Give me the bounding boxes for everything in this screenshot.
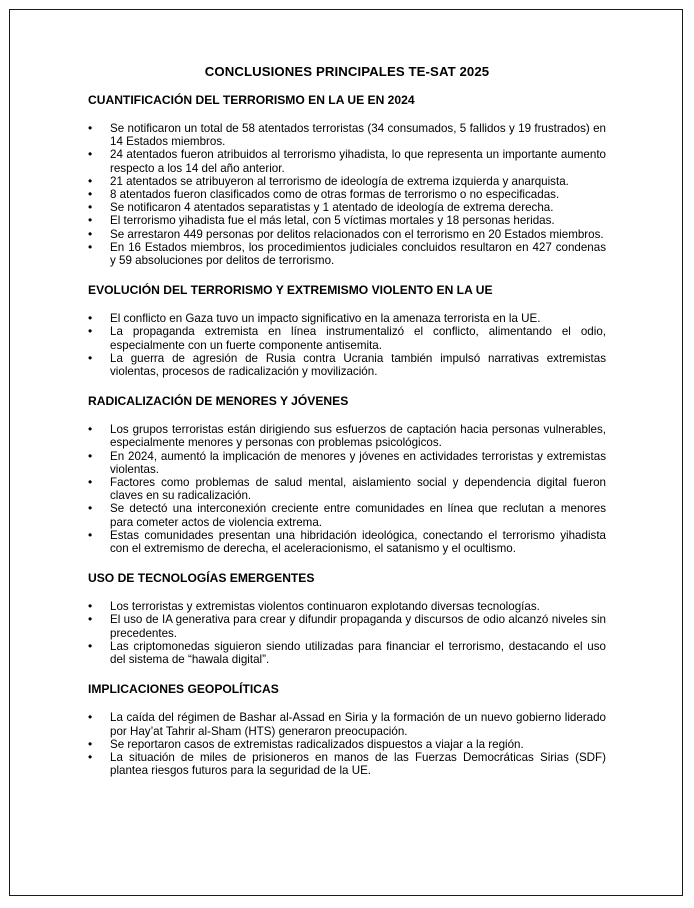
list-item: • La propaganda extremista en línea instrumentalizó el conflicto, alimentando el odio, especialmente con un fuerte componente antisemita. — [88, 325, 606, 351]
section-heading: IMPLICACIONES GEOPOLÍTICAS — [88, 682, 279, 697]
bullet-list — [88, 600, 606, 666]
bullet-list — [88, 122, 606, 267]
list-item: • En 2024, aumentó la implicación de menores y jóvenes en actividades terroristas y extremistas violentas. — [88, 450, 606, 476]
section-radicalizacion — [88, 394, 606, 555]
list-item: • Se detectó una interconexión creciente entre comunidades en línea que reclutan a menores para cometer actos de violencia extrema. — [88, 502, 606, 528]
list-item: • Factores como problemas de salud mental, aislamiento social y dependencia digital fueron claves en su radicalización. — [88, 476, 606, 502]
section-tecnologias — [88, 571, 606, 666]
section-heading: RADICALIZACIÓN DE MENORES Y JÓVENES — [88, 394, 349, 409]
list-item: • Se reportaron casos de extremistas radicalizados dispuestos a viajar a la región. — [88, 738, 606, 751]
section-heading: CUANTIFICACIÓN DEL TERRORISMO EN LA UE EN 2024 — [88, 93, 415, 107]
section-evolucion — [88, 283, 606, 378]
section-cuantificacion — [88, 93, 606, 267]
section-heading: EVOLUCIÓN DEL TERRORISMO Y EXTREMISMO VIOLENTO EN LA UE — [88, 283, 493, 298]
list-item: • Se arrestaron 449 personas por delitos relacionados con el terrorismo en 20 Estados miembros. — [88, 228, 606, 241]
document-title: CONCLUSIONES PRINCIPALES TE-SAT 2025 — [204, 64, 490, 79]
list-item: • La guerra de agresión de Rusia contra Ucrania también impulsó narrativas extremistas violentas, procesos de radicalización y movilización. — [88, 352, 606, 378]
bullet-list — [88, 711, 606, 777]
section-heading: USO DE TECNOLOGÍAS EMERGENTES — [88, 571, 315, 586]
list-item: • La situación de miles de prisioneros en manos de las Fuerzas Democráticas Sirias (SDF) plantea riesgos futuros para la seguridad de la UE. — [88, 751, 606, 777]
list-item: • Se notificaron 4 atentados separatistas y 1 atentado de ideología de extrema derecha. — [88, 201, 606, 214]
list-item: • El terrorismo yihadista fue el más letal, con 5 víctimas mortales y 18 personas heridas. — [88, 214, 606, 227]
list-item: • En 16 Estados miembros, los procedimientos judiciales concluidos resultaron en 427 condenas y 59 absoluciones por delitos de terrorismo. — [88, 241, 606, 267]
list-item: • 8 atentados fueron clasificados como de otras formas de terrorismo o no especificadas. — [88, 188, 606, 201]
list-item: • El uso de IA generativa para crear y difundir propaganda y discursos de odio alcanzó niveles sin precedentes. — [88, 613, 606, 639]
bullet-list — [88, 312, 606, 378]
list-item: • Los terroristas y extremistas violentos continuaron explotando diversas tecnologías. — [88, 600, 606, 613]
bullet-list — [88, 423, 606, 555]
list-item: • 21 atentados se atribuyeron al terrorismo de ideología de extrema izquierda y anarquista. — [88, 175, 606, 188]
list-item: • 24 atentados fueron atribuidos al terrorismo yihadista, lo que representa un importante aumento respecto a los 14 del año anterior. — [88, 148, 606, 174]
document-body — [88, 93, 606, 793]
list-item: • Las criptomonedas siguieron siendo utilizadas para financiar el terrorismo, destacando el uso del sistema de “hawala digital”. — [88, 640, 606, 666]
list-item: • El conflicto en Gaza tuvo un impacto significativo en la amenaza terrorista en la UE. — [88, 312, 606, 325]
list-item: • La caída del régimen de Bashar al-Assad en Siria y la formación de un nuevo gobierno liderado por Hay’at Tahrir al-Sham (HTS) generaron preocupación. — [88, 711, 606, 737]
section-geopoliticas — [88, 682, 606, 777]
list-item: • Se notificaron un total de 58 atentados terroristas (34 consumados, 5 fallidos y 19 frustrados) en 14 Estados miembros. — [88, 122, 606, 148]
list-item: • Estas comunidades presentan una hibridación ideológica, conectando el terrorismo yihadista con el extremismo de derecha, el aceleracionismo, el satanismo y el ocultismo. — [88, 529, 606, 555]
list-item: • Los grupos terroristas están dirigiendo sus esfuerzos de captación hacia personas vulnerables, especialmente menores y personas con problemas psicológicos. — [88, 423, 606, 449]
